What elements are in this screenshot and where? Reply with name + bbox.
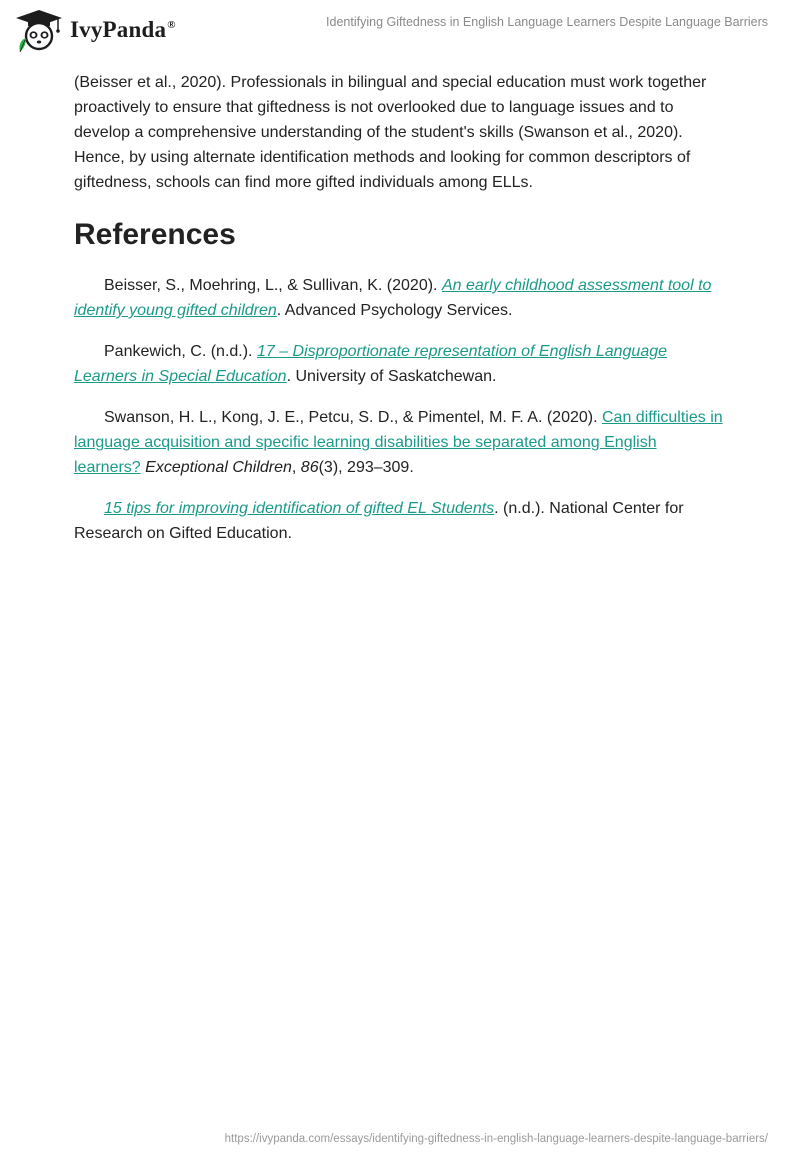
reference-item: Pankewich, C. (n.d.). 17 – Disproportionate representation of English Language Learners in Special Education. University of Saskatchewan. [74,343,668,385]
ivypanda-logo[interactable] [14,8,176,52]
panda-graduate-icon [14,8,64,52]
reference-link[interactable]: 15 tips for improving identification of gifted EL Students [104,500,495,517]
reference-item: 15 tips for improving identification of gifted EL Students. (n.d.). National Center for Research on Gifted Education. [74,500,684,542]
page-header [0,0,800,60]
references-heading: References [74,218,236,251]
page-url: https://ivypanda.com/essays/identifying-giftedness-in-english-language-learners-despite-language-barriers/ [224,1133,768,1145]
body-paragraph: (Beisser et al., 2020). Professionals in bilingual and special education must work together proactively to ensure that giftedness is not overlooked due to language issues and to develop a comprehensive understanding of the student's skills (Swanson et al., 2020). Hence, by using alternate identification methods and looking for common descriptors of giftedness, schools can find more gifted individuals among ELLs. [74,74,707,191]
reference-item: Swanson, H. L., Kong, J. E., Petcu, S. D., & Pimentel, M. F. A. (2020). Can difficulties in language acquisition and specific learning disabilities be separated among English learners? Exceptional Children, 86(3), 293–309. [74,409,723,476]
reference-link[interactable]: An early childhood assessment tool to identify young gifted children [74,277,712,319]
journal-volume: 86 [300,459,319,476]
reference-item: Beisser, S., Moehring, L., & Sullivan, K. (2020). An early childhood assessment tool to identify young gifted children. Advanced Psychology Services. [74,277,712,319]
brand-name: IvyPanda® [70,17,176,42]
reference-link[interactable]: Can difficulties in language acquisition and specific learning disabilities be separated among English learners? [74,409,723,476]
reference-link[interactable]: 17 – Disproportionate representation of English Language Learners in Special Education [74,343,668,385]
document-title: Identifying Giftedness in English Language Learners Despite Language Barriers [326,15,768,29]
journal-name: Exceptional Children [145,459,292,476]
document-body [74,70,726,562]
